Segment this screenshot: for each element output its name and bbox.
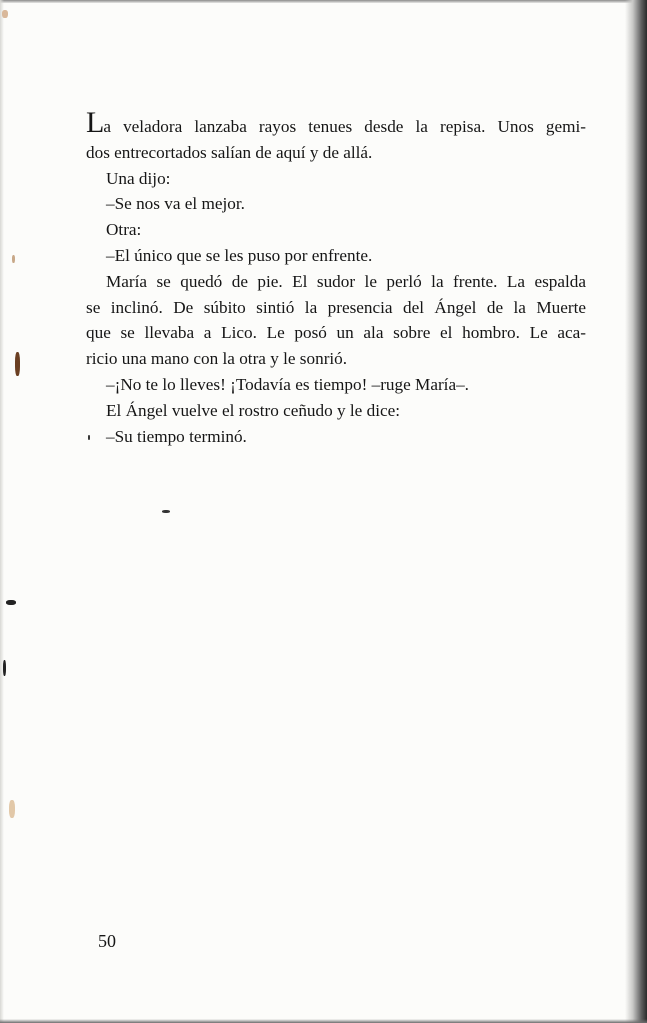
- page-binding-shadow: [625, 0, 647, 1023]
- passage-line: ricio una mano con la otra y le sonrió.: [86, 349, 348, 369]
- passage-line: –Se nos va el mejor.: [106, 194, 245, 214]
- passage-line: –Su tiempo terminó.: [106, 426, 247, 446]
- scan-speck: [15, 352, 20, 376]
- page-bottom-edge: [0, 1019, 647, 1023]
- scan-speck: [9, 800, 15, 818]
- scan-speck: [6, 600, 16, 605]
- scan-speck: [2, 10, 8, 18]
- passage-line: –¡No te lo lleves! ¡Todavía es tiempo! –ruge María–.: [106, 374, 469, 394]
- page-left-edge: [0, 0, 4, 1023]
- passage-line: dos entrecortados salían de aquí y de allá.: [86, 142, 373, 162]
- passage-line: María se quedó de pie. El sudor le perló la frente. La espalda: [106, 271, 586, 291]
- scan-speck: [12, 255, 15, 263]
- passage-line: El Ángel vuelve el rostro ceñudo y le dice:: [106, 400, 401, 420]
- passage-line: Otra:: [106, 220, 142, 240]
- page-top-edge: [0, 0, 647, 3]
- passage-line: se inclinó. De súbito sintió la presencia del Ángel de la Muerte: [86, 297, 586, 317]
- page-number: 50: [98, 931, 116, 951]
- passage-line: La veladora lanzaba rayos tenues desde la repisa. Unos gemi-: [86, 106, 586, 139]
- passage-line: –El único que se les puso por enfrente.: [106, 245, 373, 265]
- passage-line: que se llevaba a Lico. Le posó un ala sobre el hombro. Le aca-: [86, 323, 586, 343]
- scan-speck: [162, 510, 170, 513]
- initial-letter: L: [86, 106, 104, 139]
- passage-line: Una dijo:: [106, 168, 171, 188]
- scan-speck: [3, 660, 6, 676]
- passage: [86, 106, 586, 449]
